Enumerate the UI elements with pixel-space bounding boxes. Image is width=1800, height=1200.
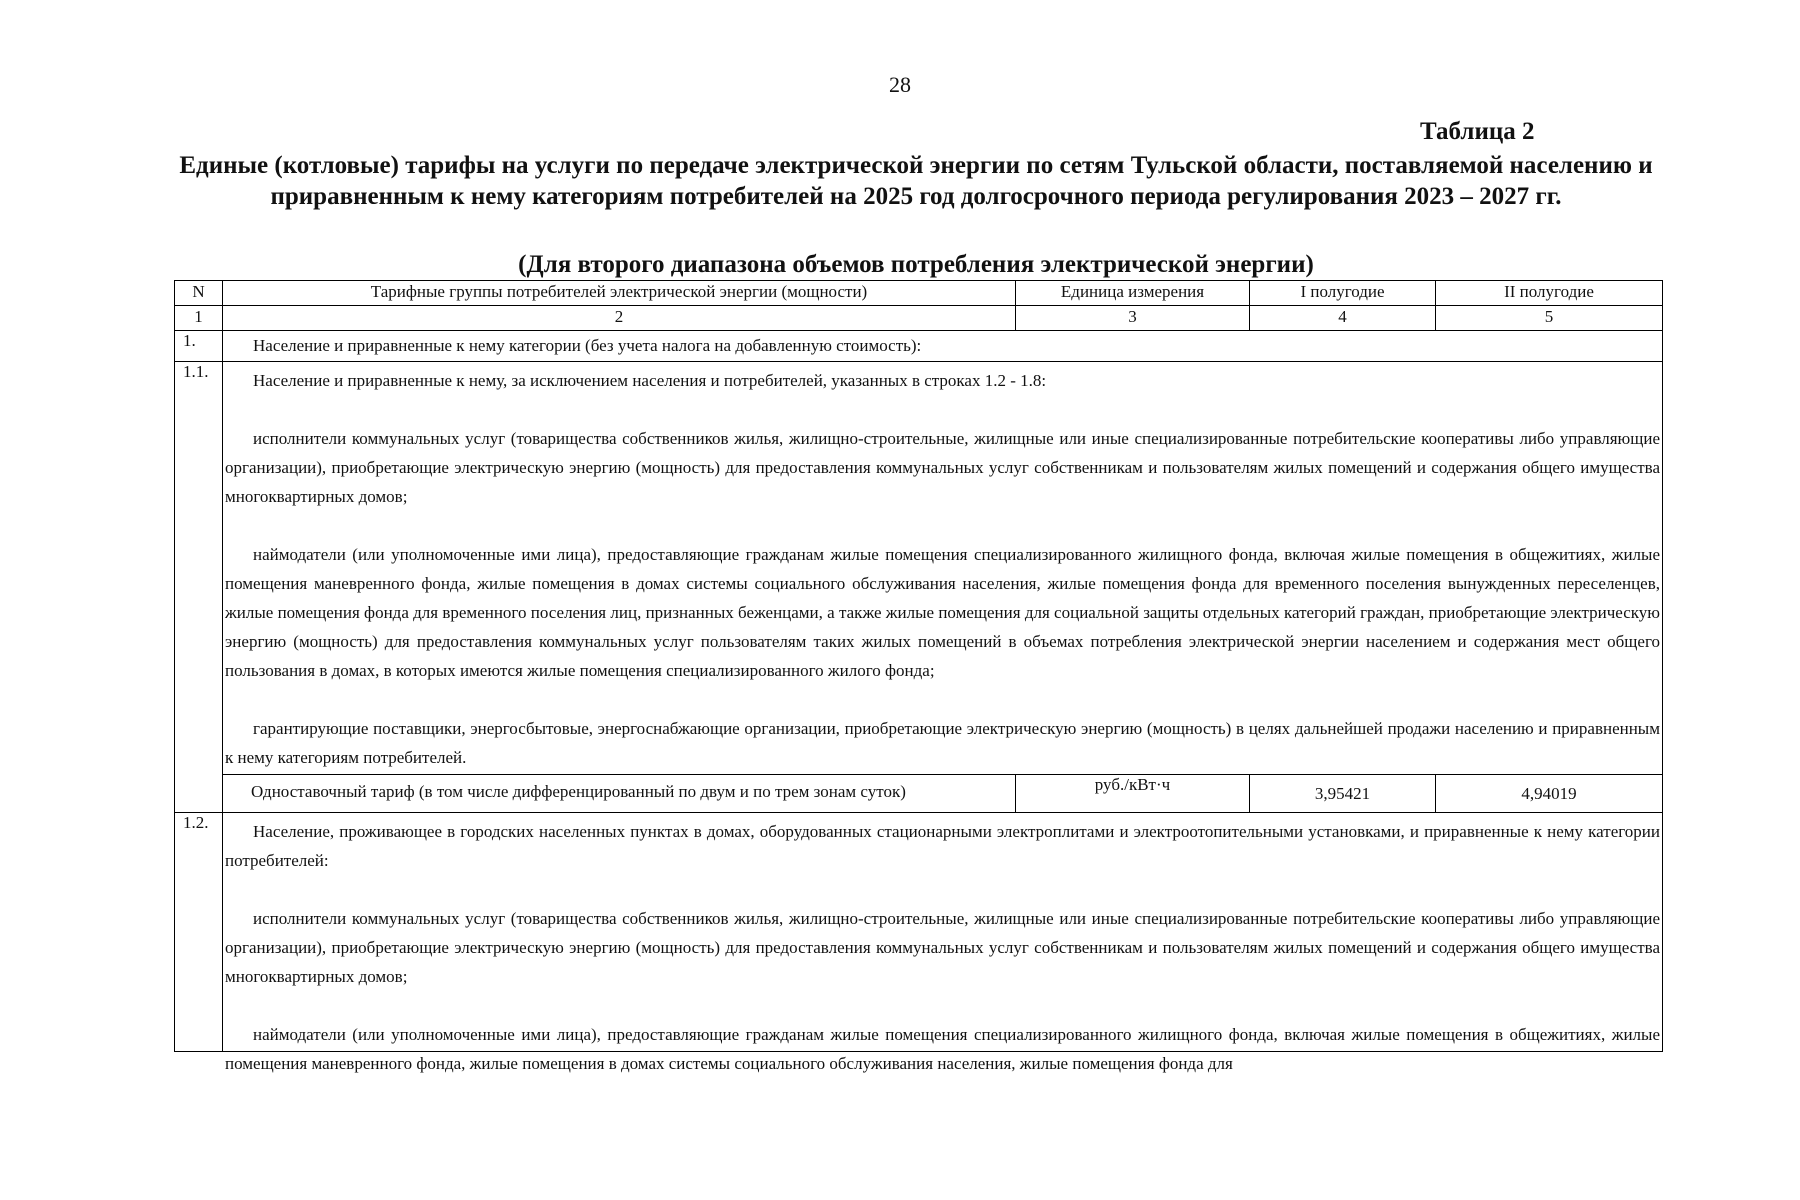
column-number: 1 — [175, 306, 223, 331]
half-2-value: 4,94019 — [1436, 775, 1663, 813]
page-number: 28 — [889, 72, 911, 97]
group-row-1 — [175, 331, 1663, 362]
column-number: 2 — [223, 306, 1016, 331]
tariff-row — [175, 775, 1663, 813]
row-paragraph: наймодатели (или уполномоченные ими лица), предоставляющие гражданам жилые помещения специализированного жилищного фонда, включая жилые помещения в общежитиях, жилые помещения маневренного фонда, жилые помещения в домах системы социального обслуживания населения, жилые помещения фонда для — [225, 1025, 1660, 1073]
column-number: 4 — [1250, 306, 1436, 331]
row-paragraph: гарантирующие поставщики, энергосбытовые, энергоснабжающие организации, приобретающие электрическую энергию (мощность) в целях дальнейшей продажи населению и приравненным к нему категориям потребителей. — [225, 719, 1660, 767]
group-label: Население и приравненные к нему категории (без учета налога на добавленную стоимость): — [223, 331, 1663, 362]
row-1-1 — [175, 362, 1663, 775]
document-title: Единые (котловые) тарифы на услуги по передаче электрической энергии по сетям Тульской области, поставляемой населению и приравненным к нему категориям потребителей на 2025 год долгосрочного периода регулирования 2023 – 2027 гг. — [179, 152, 1653, 210]
header-unit: Единица измерения — [1016, 281, 1250, 306]
header-half-1: I полугодие — [1250, 281, 1436, 306]
row-intro: Население, проживающее в городских населенных пунктах в домах, оборудованных стационарными электроплитами и электроотопительными установками, и приравненные к нему категории потребителей: — [225, 822, 1660, 870]
row-1-2 — [175, 813, 1663, 1052]
row-intro: Население и приравненные к нему, за исключением населения и потребителей, указанных в строках 1.2 - 1.8: — [253, 371, 1047, 390]
row-description — [223, 362, 1663, 775]
row-paragraph: исполнители коммунальных услуг (товарищества собственников жилья, жилищно-строительные, жилищные или иные специализированные потребительские кооперативы либо управляющие организации), приобретающие электрическую энергию (мощность) для предоставления коммунальных услуг собственникам и пользователям жилых помещений и содержания общего имущества многоквартирных домов; — [225, 429, 1660, 506]
column-number-row — [175, 306, 1663, 331]
tariff-table — [174, 280, 1663, 1073]
table-label: Таблица 2 — [1420, 118, 1535, 145]
header-row — [175, 281, 1663, 306]
header-groups: Тарифные группы потребителей электрической энергии (мощности) — [223, 281, 1016, 306]
half-1-value: 3,95421 — [1250, 775, 1436, 813]
column-number: 5 — [1436, 306, 1663, 331]
row-paragraph: наймодатели (или уполномоченные ими лица), предоставляющие гражданам жилые помещения специализированного жилищного фонда, включая жилые помещения в общежитиях, жилые помещения маневренного фонда, жилые помещения в домах системы социального обслуживания населения, жилые помещения фонда для временного поселения вынужденных переселенцев, жилые помещения фонда для временного поселения лиц, признанных беженцами, а также жилые помещения для социальной защиты отдельных категорий граждан, приобретающие электрическую энергию (мощность) для предоставления коммунальных услуг пользователям таких жилых помещений в объемах потребления электрической энергии населением и содержания мест общего пользования в домах, в которых имеются жилые помещения специализированного жилого фонда; — [225, 545, 1660, 680]
header-half-2: II полугодие — [1436, 281, 1663, 306]
unit-value: руб./кВт·ч — [1016, 775, 1250, 813]
row-number: 1.2. — [175, 813, 223, 1052]
document-subtitle: (Для второго диапазона объемов потребления электрической энергии) — [518, 251, 1314, 278]
tariff-label: Одноставочный тариф (в том числе дифференцированный по двум и по трем зонам суток) — [223, 775, 1016, 813]
row-paragraph: исполнители коммунальных услуг (товарищества собственников жилья, жилищно-строительные, жилищные или иные специализированные потребительские кооперативы либо управляющие организации), приобретающие электрическую энергию (мощность) для предоставления коммунальных услуг собственникам и пользователям жилых помещений и содержания общего имущества многоквартирных домов; — [225, 909, 1660, 986]
row-description — [223, 813, 1663, 1073]
column-number: 3 — [1016, 306, 1250, 331]
row-number: 1. — [175, 331, 223, 362]
header-n: N — [175, 281, 223, 306]
row-number: 1.1. — [175, 362, 223, 813]
row-content — [225, 817, 1660, 1073]
